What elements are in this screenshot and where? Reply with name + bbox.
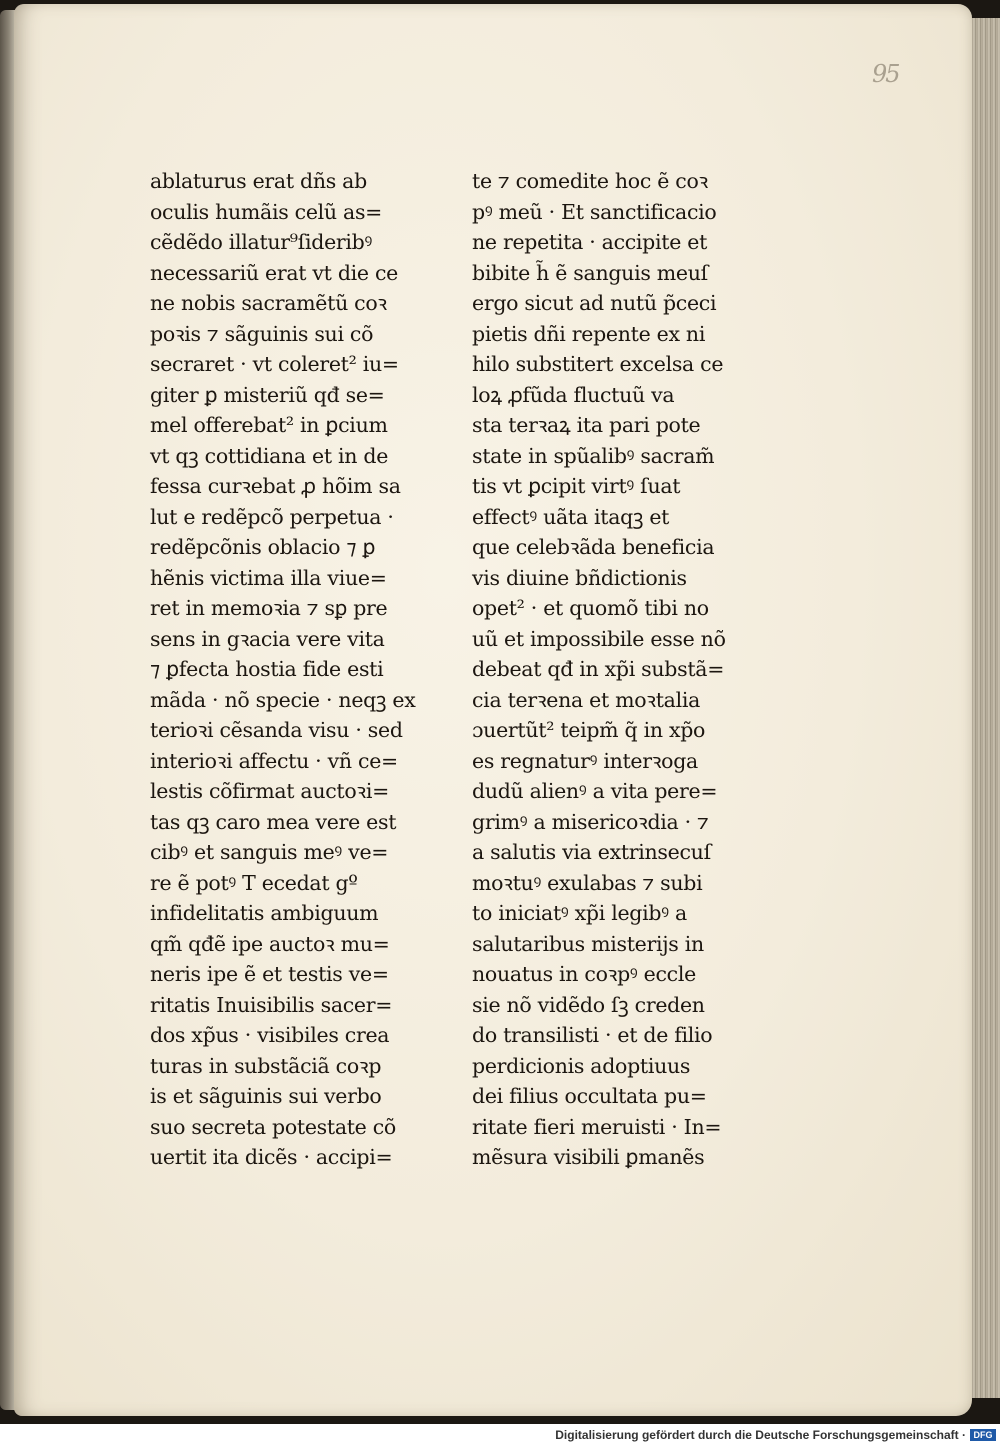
text-line: dei filius occultata pu= [472, 1084, 707, 1108]
text-line: neris ipe ẽ et testis ve= [150, 962, 389, 986]
text-line: ergo sicut ad nutũ p̃ceci [472, 291, 717, 315]
text-line: vt qꝫ cottidiana et in de [150, 443, 389, 468]
text-line: es regnaturꝰ interꝛoga [472, 748, 698, 773]
text-line: turas in substãciã coꝛp [150, 1053, 382, 1078]
text-line: uũ et impossibile esse nõ [472, 626, 726, 651]
footer-bar [0, 1424, 1000, 1446]
dfg-logo: DFG [970, 1429, 996, 1441]
text-line: que celebꝛãda beneficia [472, 535, 715, 559]
text-line: lut e redẽpcõ perpetua · [150, 504, 394, 529]
text-line: to iniciatꝰ xp̃i legibꝰ a [472, 901, 687, 925]
text-line: hilo substitert excelsa ce [472, 352, 724, 376]
text-line: dudũ alienꝰ a vita pere= [472, 779, 718, 803]
text-line: moꝛtuꝰ exulabas ⁊ subi [472, 870, 703, 895]
text-line: suo secreta potestate cõ [150, 1114, 396, 1139]
text-line: oculis humãis celũ as= [150, 199, 383, 224]
text-line: ritatis Inuisibilis sacer= [150, 992, 393, 1017]
text-line: mel offerebat² in ꝑcium [150, 413, 388, 437]
text-line: is et sãguinis sui verbo [150, 1084, 382, 1108]
recto-page [14, 4, 972, 1416]
text-line: hẽnis victima illa viue= [150, 565, 387, 590]
text-column-right [472, 166, 787, 1173]
folio-number: 95 [872, 60, 899, 88]
funding-credit: Digitalisierung gefördert durch die Deutsche Forschungsgemeinschaft · [555, 1428, 966, 1442]
text-line: bibite h̃ ẽ sanguis meuſ [472, 260, 708, 285]
text-line: interioꝛi affectu · vñ ce= [150, 748, 398, 773]
text-line: terioꝛi cẽsanda visu · sed [150, 718, 403, 742]
text-line: a salutis via extrinsecuſ [472, 840, 711, 864]
text-line: mẽsura visibili ꝑmanẽs [472, 1145, 705, 1169]
text-line: dos xp̃us · visibiles crea [150, 1023, 390, 1047]
text-line: necessariũ erat vt die ce [150, 260, 398, 285]
text-line: salutaribus misterijs in [472, 931, 704, 956]
text-line: debeat qđ in xp̃i substã= [472, 657, 725, 681]
text-line: loꝝ ꝓfũda fluctuũ va [472, 382, 675, 407]
text-line: cẽdẽdo illatur⁹ſideribꝰ [150, 230, 373, 254]
text-line: redẽpcõnis oblacio ⁊ ꝑ [150, 535, 376, 559]
text-line: ɔuertũt² teipm̃ q̃ in xp̃o [472, 718, 706, 742]
text-line: mãda · nõ specie · neqꝫ ex [150, 687, 416, 712]
text-line: state in spũalibꝰ sacram̃ [472, 443, 715, 468]
text-line: sie nõ vidẽdo ſꝫ creden [472, 992, 705, 1017]
text-line: ne repetita · accipite et [472, 230, 708, 254]
text-line: vis diuine bñdictionis [472, 565, 687, 590]
text-line: te ⁊ comedite hoc ẽ coꝛ [472, 169, 708, 193]
text-line: secraret · vt coleret² iu= [150, 352, 399, 376]
text-line: pꝰ meũ · Et sanctificacio [472, 199, 717, 224]
text-line: lestis cõfirmat auctoꝛi= [150, 779, 389, 803]
text-line: grimꝰ a misericoꝛdia · ⁊ [472, 809, 709, 834]
text-line: ritate fieri meruisti · In= [472, 1114, 722, 1139]
text-line: ne nobis sacramẽtũ coꝛ [150, 291, 387, 315]
text-line: infidelitatis ambiguum [150, 901, 379, 925]
text-line: uertit ita dicẽs · accipi= [150, 1145, 393, 1169]
text-column-left [150, 166, 450, 1173]
text-line: pietis dñi repente ex ni [472, 321, 706, 346]
text-line: giter ꝑ misteriũ qđ se= [150, 382, 385, 407]
text-line: ablaturus erat dñs ab [150, 169, 367, 193]
text-line: nouatus in coꝛpꝰ eccle [472, 962, 696, 986]
text-line: do transilisti · et de filio [472, 1023, 713, 1047]
text-line: cia terꝛena et moꝛtalia [472, 687, 701, 712]
text-line: perdicionis adoptiuus [472, 1053, 691, 1078]
text-line: re ẽ potꝰ T ecedat gº [150, 870, 358, 895]
text-line: poꝛis ⁊ sãguinis sui cõ [150, 321, 374, 346]
text-line: cibꝰ et sanguis meꝰ ve= [150, 840, 389, 864]
text-line: ⁊ ꝑfecta hostia fide esti [150, 657, 384, 681]
text-line: qm̃ qđẽ ipe auctoꝛ mu= [150, 931, 390, 956]
text-line: sens in gꝛacia vere vita [150, 626, 385, 651]
text-line: fessa curꝛebat ꝓ hõim sa [150, 474, 401, 498]
text-line: effectꝰ uãta itaqꝫ et [472, 504, 670, 529]
text-line: ret in memoꝛia ⁊ sꝑ pre [150, 596, 388, 620]
text-line: sta terꝛaꝝ ita pari pote [472, 413, 701, 437]
text-line: tas qꝫ caro mea vere est [150, 809, 397, 834]
text-line: tis vt ꝑcipit virtꝰ ſuat [472, 474, 681, 498]
text-line: opet² · et quomõ tibi no [472, 596, 709, 620]
